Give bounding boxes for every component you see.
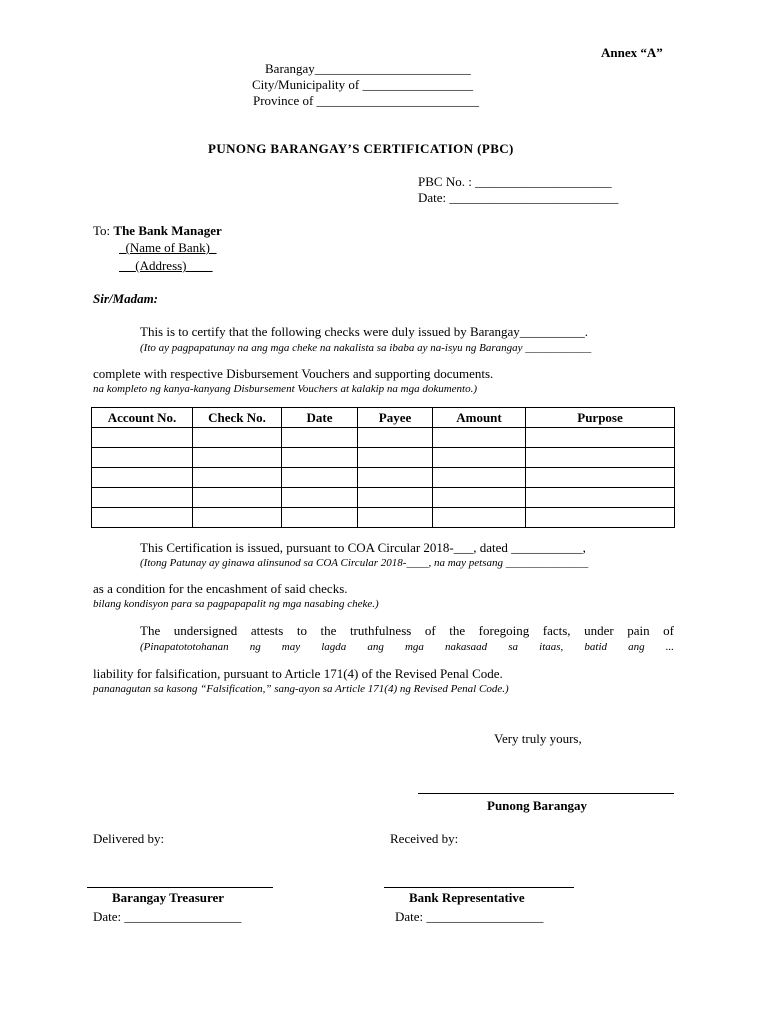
- table-cell: [282, 488, 358, 508]
- word: lagda: [321, 641, 347, 653]
- addressee: [93, 223, 222, 239]
- table-cell: [526, 488, 675, 508]
- bank-name: (Name of Bank)_: [125, 240, 217, 255]
- word: of: [424, 623, 436, 638]
- table-cell: [433, 468, 526, 488]
- para3-line1: [140, 623, 674, 639]
- table-cell: [92, 448, 193, 468]
- para2-translation2: bilang kondisyon para sa pagpapapalit ng mga nasabing cheke.): [93, 598, 379, 610]
- word: the: [449, 623, 466, 638]
- punong-barangay-label: Punong Barangay: [487, 798, 588, 813]
- table-row: [92, 508, 675, 528]
- treasurer-signature-line: [87, 887, 273, 888]
- word: ng: [249, 641, 261, 653]
- city-field: City/Municipality of _________________: [252, 77, 473, 92]
- table-row: [92, 468, 675, 488]
- para2-line2: as a condition for the encashment of said checks.: [93, 581, 348, 596]
- column-header-account-no: Account No.: [92, 408, 193, 428]
- word: may: [281, 641, 301, 653]
- column-header-purpose: Purpose: [526, 408, 675, 428]
- table-cell: [358, 468, 433, 488]
- word: batid: [584, 641, 608, 653]
- table-row: [92, 448, 675, 468]
- para3-translation2: pananagutan sa kasong “Falsification,” sang-ayon sa Article 171(4) ng Revised Penal Code.): [93, 683, 509, 695]
- table-cell: [358, 448, 433, 468]
- table-cell: [193, 448, 282, 468]
- table-row: [92, 488, 675, 508]
- table-cell: [92, 508, 193, 528]
- para1-line1: This is to certify that the following checks were duly issued by Barangay__________.: [140, 324, 589, 339]
- table-cell: [92, 488, 193, 508]
- table-cell: [358, 428, 433, 448]
- word: of: [663, 623, 674, 638]
- para2-line1: This Certification is issued, pursuant to COA Circular 2018-___, dated ___________,: [140, 540, 586, 555]
- punong-barangay-signature-line: [418, 793, 674, 794]
- word: ang: [367, 641, 384, 653]
- table-cell: [433, 488, 526, 508]
- table-row: [92, 428, 675, 448]
- column-header-payee: Payee: [358, 408, 433, 428]
- word: the: [320, 623, 337, 638]
- word: to: [296, 623, 307, 638]
- table-cell: [193, 488, 282, 508]
- table-header-row: [92, 408, 675, 428]
- bank-rep-label: Bank Representative: [409, 890, 525, 905]
- annex-label: Annex “A”: [601, 45, 663, 60]
- word: pain: [627, 623, 650, 638]
- table-cell: [358, 508, 433, 528]
- bank-address: (Address)____: [135, 258, 213, 273]
- treasurer-date-field: Date: __________________: [93, 909, 242, 924]
- province-field: Province of _________________________: [253, 93, 480, 108]
- table-cell: [193, 428, 282, 448]
- word: itaas,: [539, 641, 564, 653]
- word: nakasaad: [445, 641, 488, 653]
- word: ang: [628, 641, 645, 653]
- treasurer-label: Barangay Treasurer: [112, 890, 225, 905]
- word: attests: [250, 623, 284, 638]
- word: mga: [404, 641, 424, 653]
- word: sa: [508, 641, 519, 653]
- table-cell: [193, 508, 282, 528]
- bank-rep-signature-line: [384, 887, 574, 888]
- received-by-label: Received by:: [390, 831, 459, 846]
- word: The: [140, 623, 161, 638]
- para1-translation1: (Ito ay pagpapatunay na ang mga cheke na nakalista sa ibaba ay na-isyu ng Barangay ____________: [140, 342, 592, 354]
- word: facts,: [542, 623, 571, 638]
- to-label: To:: [93, 223, 114, 238]
- para1-translation2: na kompleto ng kanya-kanyang Disbursement Vouchers at kalakip na mga dokumento.): [93, 383, 478, 395]
- table-cell: [433, 428, 526, 448]
- word: ...: [665, 641, 674, 653]
- pbc-date-field: Date: __________________________: [418, 190, 619, 205]
- closing: Very truly yours,: [494, 731, 582, 746]
- word: foregoing: [478, 623, 530, 638]
- column-header-check-no: Check No.: [193, 408, 282, 428]
- word: (Pinapatototohanan: [140, 641, 229, 653]
- table-cell: [433, 508, 526, 528]
- para1-line2: complete with respective Disbursement Vouchers and supporting documents.: [93, 366, 494, 381]
- page-title: PUNONG BARANGAY’S CERTIFICATION (PBC): [208, 141, 514, 156]
- to-name: The Bank Manager: [113, 223, 222, 238]
- table-cell: [282, 508, 358, 528]
- table-cell: [92, 428, 193, 448]
- table-cell: [282, 448, 358, 468]
- para3-translation1: [140, 641, 674, 653]
- table-cell: [526, 468, 675, 488]
- salutation: Sir/Madam:: [93, 291, 159, 306]
- checks-table: [91, 407, 675, 528]
- bank-rep-date-field: Date: __________________: [395, 909, 544, 924]
- barangay-field: Barangay________________________: [265, 61, 471, 76]
- word: under: [584, 623, 614, 638]
- table-cell: [282, 428, 358, 448]
- table-cell: [358, 488, 433, 508]
- pbc-number-field: PBC No. : _____________________: [418, 174, 612, 189]
- table-cell: [526, 448, 675, 468]
- word: undersigned: [173, 623, 238, 638]
- table-cell: [282, 468, 358, 488]
- table-cell: [526, 508, 675, 528]
- table-cell: [526, 428, 675, 448]
- delivered-by-label: Delivered by:: [93, 831, 165, 846]
- word: truthfulness: [349, 623, 412, 638]
- column-header-date: Date: [282, 408, 358, 428]
- column-header-amount: Amount: [433, 408, 526, 428]
- table-cell: [193, 468, 282, 488]
- para2-translation1: (Itong Patunay ay ginawa alinsunod sa COA Circular 2018-____, na may petsang _______________: [140, 557, 589, 569]
- table-cell: [433, 448, 526, 468]
- para3-line2: liability for falsification, pursuant to Article 171(4) of the Revised Penal Code.: [93, 666, 503, 681]
- table-cell: [92, 468, 193, 488]
